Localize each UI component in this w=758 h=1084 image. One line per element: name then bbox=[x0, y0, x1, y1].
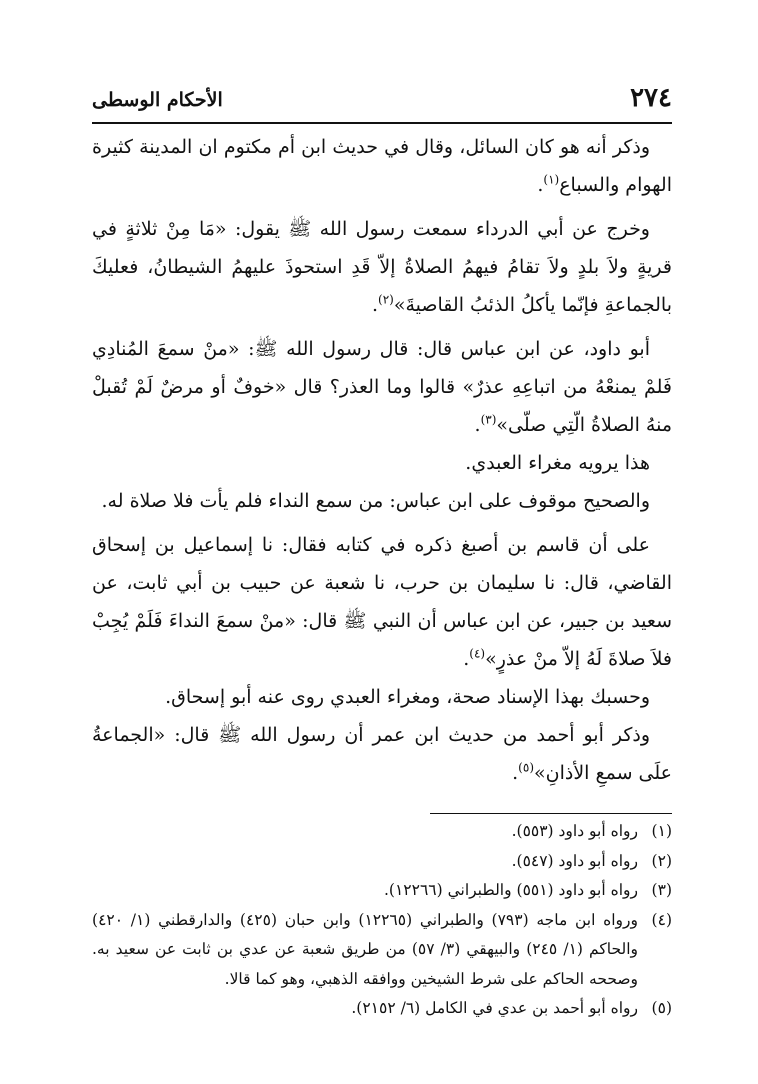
footnote-number: (٥) bbox=[651, 999, 672, 1017]
paragraph-text: أبو داود، عن ابن عباس قال: قال رسول الله ﷺ: «منْ سمعَ المُنادِي فَلمْ يمنعْهُ من اتباعِهِ عذرٌ» قالوا وما العذر؟ قال «خوفٌ أو مرضٌ لَمْ تُقبلْ منهُ الصلاةُ الّتِي صلّى» bbox=[92, 338, 672, 436]
paragraph-text: وحسبك بهذا الإسناد صحة، ومغراء العبدي روى عنه أبو إسحاق. bbox=[165, 686, 650, 708]
paragraph: وذكر أبو أحمد من حديث ابن عمر أن رسول الله ﷺ قال: «الجماعةُ علَى سمعِ الأذانِ»$^{(٥)}$. bbox=[92, 724, 672, 784]
footnote-text: ورواه ابن ماجه (٧٩٣) والطبراني (١٢٢٦٥) وابن حبان (٤٢٥) والدارقطني (١/ ٤٢٠) والحاكم (١/ ٢٤٥) والبيهقي (٣/ ٥٧) من طريق شعبة عن عدي بن ثابت عن سعيد به. وصححه الحاكم على شرط الشيخين ووافقه الذهبي، وهو كما قالا. bbox=[92, 910, 638, 988]
paragraph-text: وذكر أنه هو كان السائل، وقال في حديث ابن أم مكتوم ان المدينة كثيرة الهوام والسباع bbox=[92, 136, 672, 196]
paragraph bbox=[92, 444, 672, 482]
footnote-text: رواه أبو داود (٥٥١) والطبراني (١٢٢٦٦). bbox=[383, 881, 638, 899]
paragraph: على أن قاسم بن أصبغ ذكره في كتابه فقال: نا إسماعيل بن إسحاق القاضي، قال: نا سليمان بن حرب، نا شعبة عن حبيب بن أبي ثابت، عن سعيد بن جبير، عن ابن عباس أن النبي ﷺ قال: «منْ سمعَ النداءَ فَلَمْ يُجِبْ فلاَ صلاةَ لَهُ إلاّ منْ عذرٍ»$^{(٤)}$. bbox=[92, 534, 672, 670]
paragraph bbox=[92, 678, 672, 716]
paragraph-text: وذكر أبو أحمد من حديث ابن عمر أن رسول الله ﷺ قال: «الجماعةُ علَى سمعِ الأذانِ» bbox=[92, 724, 672, 784]
footnote bbox=[92, 847, 672, 877]
page-number: ٢٧٤ bbox=[630, 83, 672, 113]
footnote-text: رواه أبو أحمد بن عدي في الكامل (٦/ ٢١٥٢). bbox=[351, 999, 638, 1017]
footnote-ref: (٥) bbox=[518, 760, 534, 775]
footnote bbox=[92, 994, 672, 1024]
paragraph-text: وخرج عن أبي الدرداء سمعت رسول الله ﷺ يقول: «مَا مِنْ ثلاثةٍ في قريةٍ ولاَ بلدٍ ولاَ تقامُ فيهمُ الصلاةُ إلاّ قَدِ استحوذَ عليهمُ الشيطانُ، فعليكَ بالجماعةِ فإنّما يأكلُ الذئبُ القاصيةَ» bbox=[92, 218, 672, 316]
footnote bbox=[92, 817, 672, 847]
paragraph-text: على أن قاسم بن أصبغ ذكره في كتابه فقال: نا إسماعيل بن إسحاق القاضي، قال: نا سليمان بن حرب، نا شعبة عن حبيب بن أبي ثابت، عن سعيد بن جبير، عن ابن عباس أن النبي ﷺ قال: «منْ سمعَ النداءَ فَلَمْ يُجِبْ فلاَ صلاةَ لَهُ إلاّ منْ عذرٍ» bbox=[92, 534, 672, 670]
paragraph: وخرج عن أبي الدرداء سمعت رسول الله ﷺ يقول: «مَا مِنْ ثلاثةٍ في قريةٍ ولاَ بلدٍ ولاَ تقامُ فيهمُ الصلاةُ إلاّ قَدِ استحوذَ عليهمُ الشيطانُ، فعليكَ بالجماعةِ فإنّما يأكلُ الذئبُ القاصيةَ»$^{(٢)}$. bbox=[92, 218, 672, 316]
footnote-ref: (٢) bbox=[378, 292, 394, 307]
paragraph-text: والصحيح موقوف على ابن عباس: من سمع النداء فلم يأت فلا صلاة له. bbox=[101, 490, 650, 512]
footnote bbox=[92, 906, 672, 995]
footnote-number: (٣) bbox=[651, 881, 672, 899]
paragraph: أبو داود، عن ابن عباس قال: قال رسول الله ﷺ: «منْ سمعَ المُنادِي فَلمْ يمنعْهُ من اتباعِهِ عذرٌ» قالوا وما العذر؟ قال «خوفٌ أو مرضٌ لَمْ تُقبلْ منهُ الصلاةُ الّتِي صلّى»$^{(٣)}$. bbox=[92, 338, 672, 436]
footnote-ref: (١) bbox=[543, 172, 560, 187]
footnote-text: رواه أبو داود (٥٥٣). bbox=[511, 822, 638, 840]
paragraph-text: هذا يرويه مغراء العبدي. bbox=[465, 452, 650, 474]
footnote-text: رواه أبو داود (٥٤٧). bbox=[511, 851, 638, 870]
footnote-number: (١) bbox=[651, 822, 672, 840]
paragraph bbox=[92, 482, 672, 520]
running-title: الأحكام الوسطى bbox=[92, 89, 223, 111]
footnote-number: (٢) bbox=[651, 851, 672, 870]
footnote bbox=[92, 876, 672, 906]
footnote-number: (٤) bbox=[651, 910, 672, 929]
footnote-ref: (٤) bbox=[469, 646, 486, 661]
footnotes bbox=[92, 817, 672, 1024]
page-header bbox=[92, 78, 672, 124]
main-text bbox=[92, 128, 672, 792]
footnote-separator bbox=[430, 813, 672, 814]
paragraph: وذكر أنه هو كان السائل، وقال في حديث ابن أم مكتوم ان المدينة كثيرة الهوام والسباع$^{(١)}$. bbox=[92, 136, 672, 196]
footnote-ref: (٣) bbox=[480, 412, 497, 427]
